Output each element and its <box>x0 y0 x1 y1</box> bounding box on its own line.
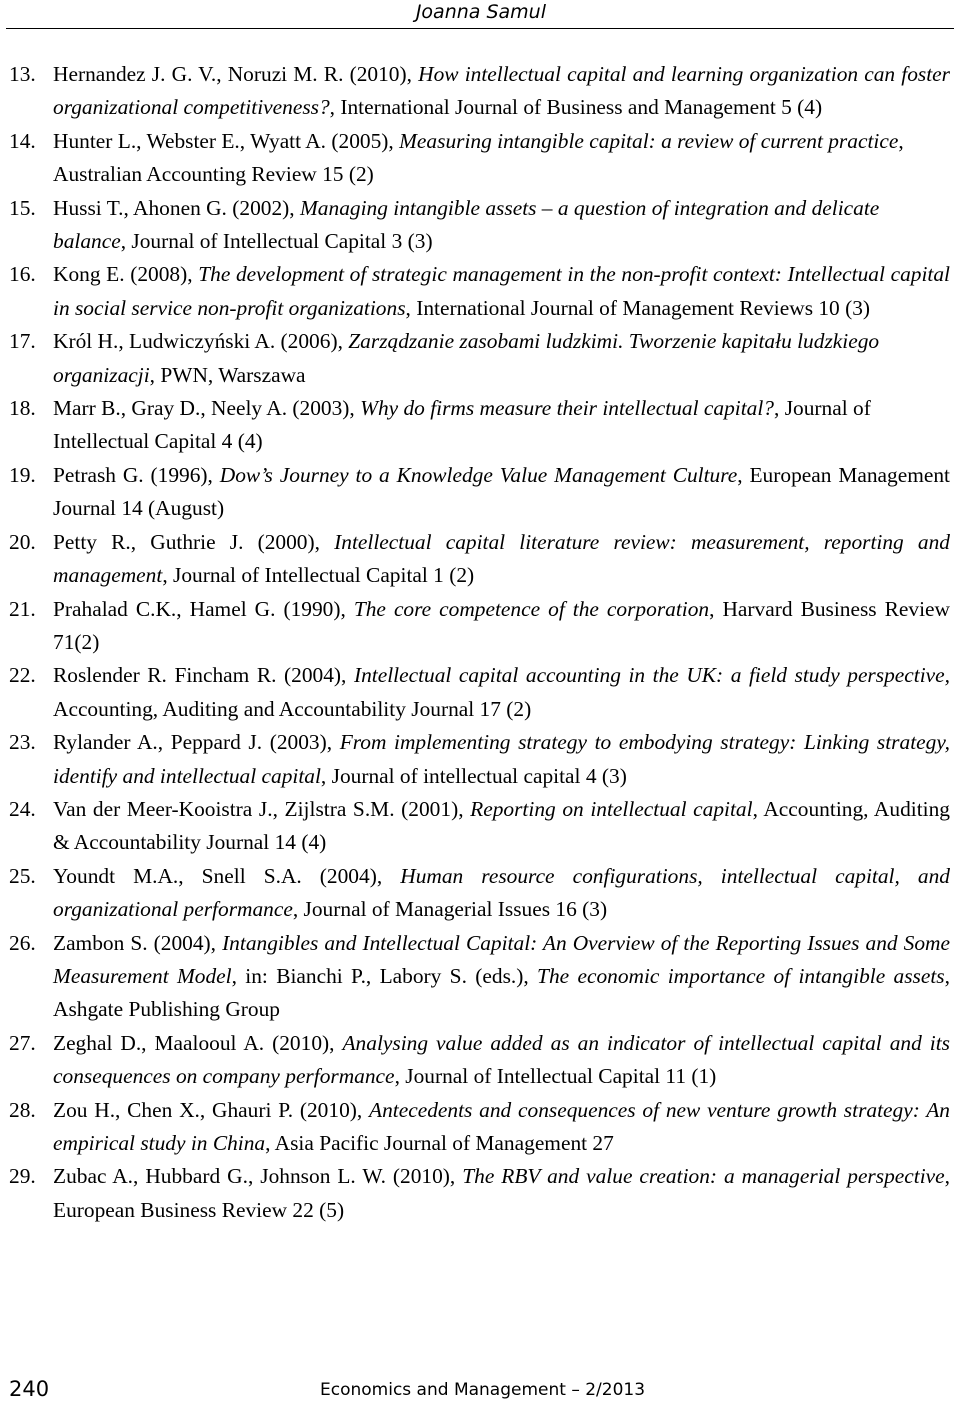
reference-list <box>0 58 960 1227</box>
reference-item <box>0 1160 960 1227</box>
reference-number: 21. <box>9 596 36 621</box>
reference-segment: Van der Meer-Kooistra J., Zijlstra S.M. (2001), <box>53 796 471 821</box>
reference-segment: Petrash G. (1996), <box>53 462 220 487</box>
journal-issue: Economics and Management – 2/2013 <box>320 1380 646 1400</box>
reference-number: 20. <box>9 529 36 554</box>
reference-number: 25. <box>9 863 36 888</box>
reference-text <box>53 526 950 593</box>
reference-segment: , PWN, Warszawa <box>149 362 306 387</box>
reference-text <box>53 392 950 459</box>
reference-text <box>53 659 950 726</box>
reference-text <box>53 459 950 526</box>
reference-segment: , Accounting, Auditing & Accountability Journal 14 (4) <box>53 796 950 855</box>
page-footer <box>0 1376 960 1404</box>
reference-number: 23. <box>9 730 36 755</box>
reference-item <box>0 927 960 1027</box>
reference-item <box>0 526 960 593</box>
page-number: 240 <box>9 1377 50 1401</box>
reference-number: 29. <box>9 1164 36 1189</box>
reference-number: 24. <box>9 796 36 821</box>
reference-number: 16. <box>9 262 36 287</box>
reference-text <box>53 1094 950 1161</box>
reference-title: Managing intangible assets – a question of integration and delicate balance <box>53 195 880 254</box>
reference-title: Antecedents and consequences of new venture growth strategy: An empirical study in China <box>53 1097 950 1155</box>
reference-segment: Hunter L., Webster E., Wyatt A. (2005), <box>53 128 400 153</box>
reference-segment: Zou H., Chen X., Ghauri P. (2010), <box>53 1097 370 1122</box>
reference-text <box>53 927 950 1027</box>
reference-segment: , Journal of Intellectual Capital 4 (4) <box>53 396 871 454</box>
reference-item <box>0 659 960 726</box>
reference-segment: , Journal of Intellectual Capital 11 (1) <box>394 1064 717 1089</box>
reference-number: 13. <box>9 62 36 86</box>
reference-segment: , in: Bianchi P., Labory S. (eds.), <box>231 963 538 988</box>
reference-title: Intellectual capital accounting in the UK: a field study perspective, <box>353 663 950 688</box>
reference-title: The economic importance of intangible assets <box>537 963 945 988</box>
reference-number: 22. <box>9 663 36 688</box>
reference-text <box>53 258 950 325</box>
reference-segment: Kong E. (2008), <box>53 262 199 287</box>
reference-segment: Petty R., Guthrie J. (2000), <box>53 529 335 554</box>
reference-text <box>53 726 950 793</box>
reference-segment: , Journal of Managerial Issues 16 (3) <box>292 897 608 922</box>
reference-segment: , International Journal of Business and Management 5 (4) <box>329 95 823 120</box>
reference-segment: , Australian Accounting Review 15 (2) <box>53 128 904 187</box>
reference-segment: Zambon S. (2004), <box>53 930 223 955</box>
reference-segment: Zeghal D., Maalooul A. (2010), <box>53 1030 343 1055</box>
reference-segment: , European Management Journal 14 (August) <box>53 462 950 521</box>
reference-segment: , Asia Pacific Journal of Management 27 <box>265 1131 614 1155</box>
reference-number: 26. <box>9 930 36 955</box>
reference-item <box>0 58 960 125</box>
reference-segment: Rylander A., Peppard J. (2003), <box>53 730 340 755</box>
reference-segment: Hernandez J. G. V., Noruzi M. R. (2010), <box>53 62 419 86</box>
reference-segment: , Ashgate Publishing Group <box>53 963 950 1022</box>
reference-number: 19. <box>9 462 36 487</box>
reference-title: The core competence of the corporation <box>353 596 710 621</box>
reference-title: Reporting on intellectual capital <box>470 796 753 821</box>
reference-number: 27. <box>9 1030 36 1055</box>
reference-number: 14. <box>9 128 36 153</box>
reference-item <box>0 258 960 325</box>
reference-text <box>53 860 950 927</box>
reference-item <box>0 325 960 392</box>
reference-segment: Hussi T., Ahonen G. (2002), <box>53 195 300 220</box>
reference-number: 15. <box>9 195 36 220</box>
reference-title: Dow’s Journey to a Knowledge Value Management Culture <box>219 462 738 487</box>
reference-number: 17. <box>9 329 36 354</box>
reference-text <box>53 58 950 125</box>
reference-segment: Zubac A., Hubbard G., Johnson L. W. (2010), <box>53 1164 463 1189</box>
reference-item <box>0 726 960 793</box>
reference-segment: Marr B., Gray D., Neely A. (2003), <box>53 396 361 421</box>
reference-title: Why do firms measure their intellectual capital? <box>360 396 775 421</box>
reference-title: Intellectual capital literature review: measurement, reporting and management <box>53 529 950 588</box>
reference-segment: , European Business Review 22 (5) <box>53 1164 950 1222</box>
reference-number: 28. <box>9 1097 36 1122</box>
reference-text <box>53 1027 950 1094</box>
reference-title: Human resource configurations, intellectual capital, and organizational performance <box>53 863 950 922</box>
reference-item <box>0 192 960 259</box>
reference-segment: , Journal of Intellectual Capital 3 (3) <box>120 229 433 254</box>
reference-text <box>53 325 950 392</box>
reference-title: Zarządzanie zasobami ludzkimi. Tworzenie kapitału ludzkiego organizacji <box>53 329 880 387</box>
reference-title: Intangibles and Intellectual Capital: An Overview of the Reporting Issues and Some Measurement Model <box>53 930 951 988</box>
reference-title: Analysing value added as an indicator of intellectual capital and its consequences on company performance <box>53 1030 950 1089</box>
reference-text <box>53 593 950 660</box>
reference-segment: Accounting, Auditing and Accountability Journal 17 (2) <box>53 696 532 721</box>
reference-segment: , Journal of intellectual capital 4 (3) <box>320 763 627 788</box>
reference-item <box>0 1027 960 1094</box>
reference-segment: , Journal of Intellectual Capital 1 (2) <box>162 563 475 588</box>
reference-title: The RBV and value creation: a managerial perspective <box>462 1164 945 1189</box>
reference-item <box>0 392 960 459</box>
reference-text <box>53 793 950 860</box>
reference-item <box>0 125 960 192</box>
reference-segment: Youndt M.A., Snell S.A. (2004), <box>53 863 401 888</box>
reference-item <box>0 459 960 526</box>
reference-title: How intellectual capital and learning organization can foster organizational competitiveness? <box>53 62 951 120</box>
header-rule <box>6 28 954 29</box>
reference-text <box>53 192 950 259</box>
reference-item <box>0 793 960 860</box>
reference-item <box>0 860 960 927</box>
reference-segment: Król H., Ludwiczyński A. (2006), <box>53 329 349 354</box>
reference-text <box>53 1160 950 1227</box>
reference-title: The development of strategic management in the non-profit context: Intellectual capital in social service non-profit organizations <box>53 262 950 320</box>
reference-title: From implementing strategy to embodying strategy: Linking strategy, identify and intellectual capital <box>53 730 950 788</box>
reference-text <box>53 125 950 192</box>
reference-title: Measuring intangible capital: a review of current practice <box>399 128 899 153</box>
reference-item <box>0 593 960 660</box>
reference-segment: Prahalad C.K., Hamel G. (1990), <box>53 596 354 621</box>
reference-segment: , International Journal of Management Reviews 10 (3) <box>405 295 871 320</box>
reference-segment: , Harvard Business Review 71(2) <box>53 596 950 654</box>
reference-number: 18. <box>9 396 36 421</box>
reference-item <box>0 1094 960 1161</box>
reference-segment: Roslender R. Fincham R. (2004), <box>53 663 354 688</box>
running-header-author: Joanna Samul <box>415 1 546 23</box>
